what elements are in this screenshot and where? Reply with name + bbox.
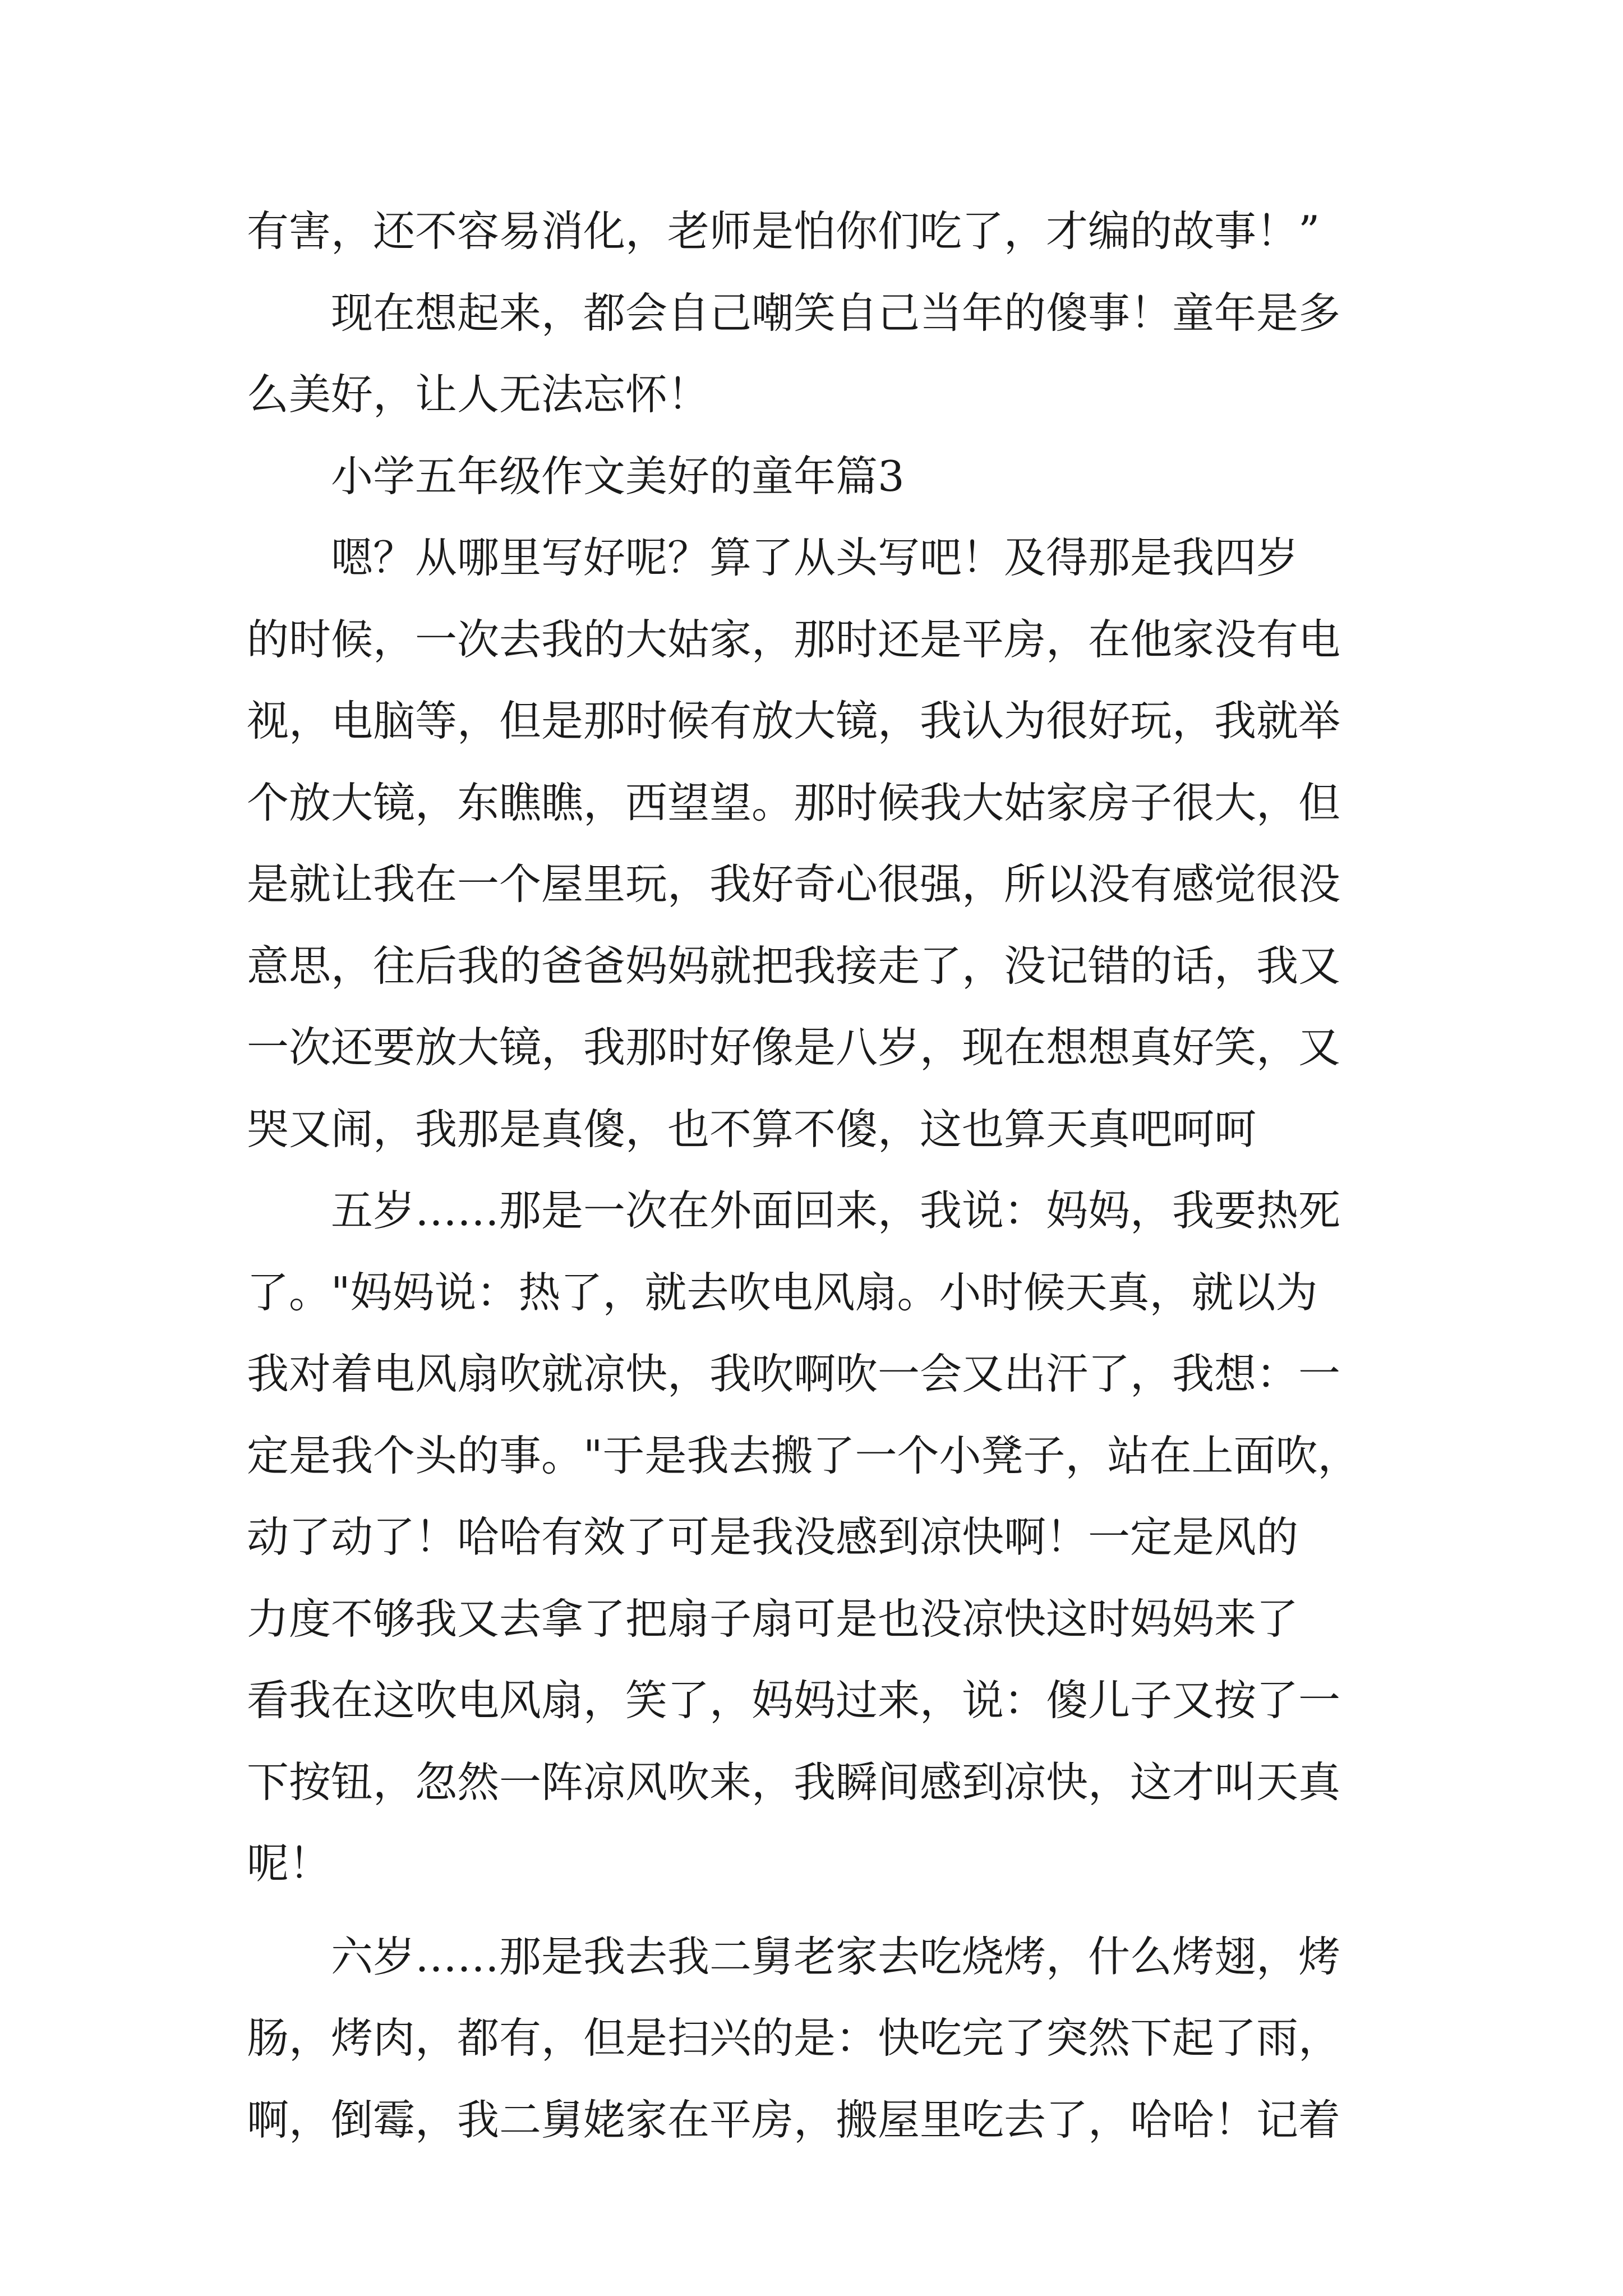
- text-line: 哭又闹，我那是真傻，也不算不傻，这也算天真吧呵呵: [247, 1104, 1257, 1154]
- paragraph-first-line: 嗯？从哪里写好呢？算了从头写吧！及得那是我四岁: [331, 533, 1299, 582]
- text-line: 啊，倒霉，我二舅姥家在平房，搬屋里吃去了，哈哈！记着: [247, 2095, 1341, 2145]
- paragraph-first-line: 五岁……那是一次在外面回来，我说：妈妈，我要热死: [331, 1186, 1341, 1235]
- text-line: 力度不够我又去拿了把扇子扇可是也没凉快这时妈妈来了: [247, 1594, 1299, 1644]
- text-line: 的时候，一次去我的大姑家，那时还是平房，在他家没有电: [247, 614, 1341, 664]
- paragraph-first-line: 六岁……那是我去我二舅老家去吃烧烤，什么烤翅，烤: [331, 1931, 1341, 1981]
- document-body: [247, 191, 1385, 2161]
- text-line: 是就让我在一个屋里玩，我好奇心很强，所以没有感觉很没: [247, 859, 1341, 909]
- text-line: 呢！: [247, 1839, 331, 1888]
- text-line: 一次还要放大镜，我那时好像是八岁，现在想想真好笑，又: [247, 1023, 1341, 1072]
- text-line: 视，电脑等，但是那时候有放大镜，我认为很好玩，我就举: [247, 696, 1341, 746]
- section-heading: 小学五年级作文美好的童年篇3: [331, 451, 905, 501]
- text-line: 个放大镜，东瞧瞧，西望望。那时候我大姑家房子很大，但: [247, 777, 1341, 827]
- text-line: 意思，往后我的爸爸妈妈就把我接走了，没记错的话，我又: [247, 941, 1341, 991]
- text-line: 定是我个头的事。"于是我去搬了一个小凳子，站在上面吹，: [247, 1430, 1360, 1480]
- paragraph-first-line: 现在想起来，都会自己嘲笑自己当年的傻事！童年是多: [331, 288, 1341, 338]
- text-line: 么美好，让人无法忘怀！: [247, 370, 710, 419]
- text-line: 有害，还不容易消化，老师是怕你们吃了，才编的故事！”: [247, 206, 1320, 256]
- text-line: 肠，烤肉，都有，但是扫兴的是：快吃完了突然下起了雨，: [247, 2013, 1341, 2063]
- text-line: 看我在这吹电风扇，笑了，妈妈过来，说：傻儿子又按了一: [247, 1676, 1341, 1725]
- text-line: 我对着电风扇吹就凉快，我吹啊吹一会又出汗了，我想：一: [247, 1349, 1341, 1398]
- text-line: 下按钮，忽然一阵凉风吹来，我瞬间感到凉快，这才叫天真: [247, 1757, 1341, 1807]
- text-line: 动了动了！哈哈有效了可是我没感到凉快啊！一定是风的: [247, 1512, 1299, 1562]
- text-line: 了。"妈妈说：热了，就去吹电风扇。小时候天真，就以为: [247, 1267, 1318, 1317]
- paragraph-gap: [247, 1905, 1385, 1916]
